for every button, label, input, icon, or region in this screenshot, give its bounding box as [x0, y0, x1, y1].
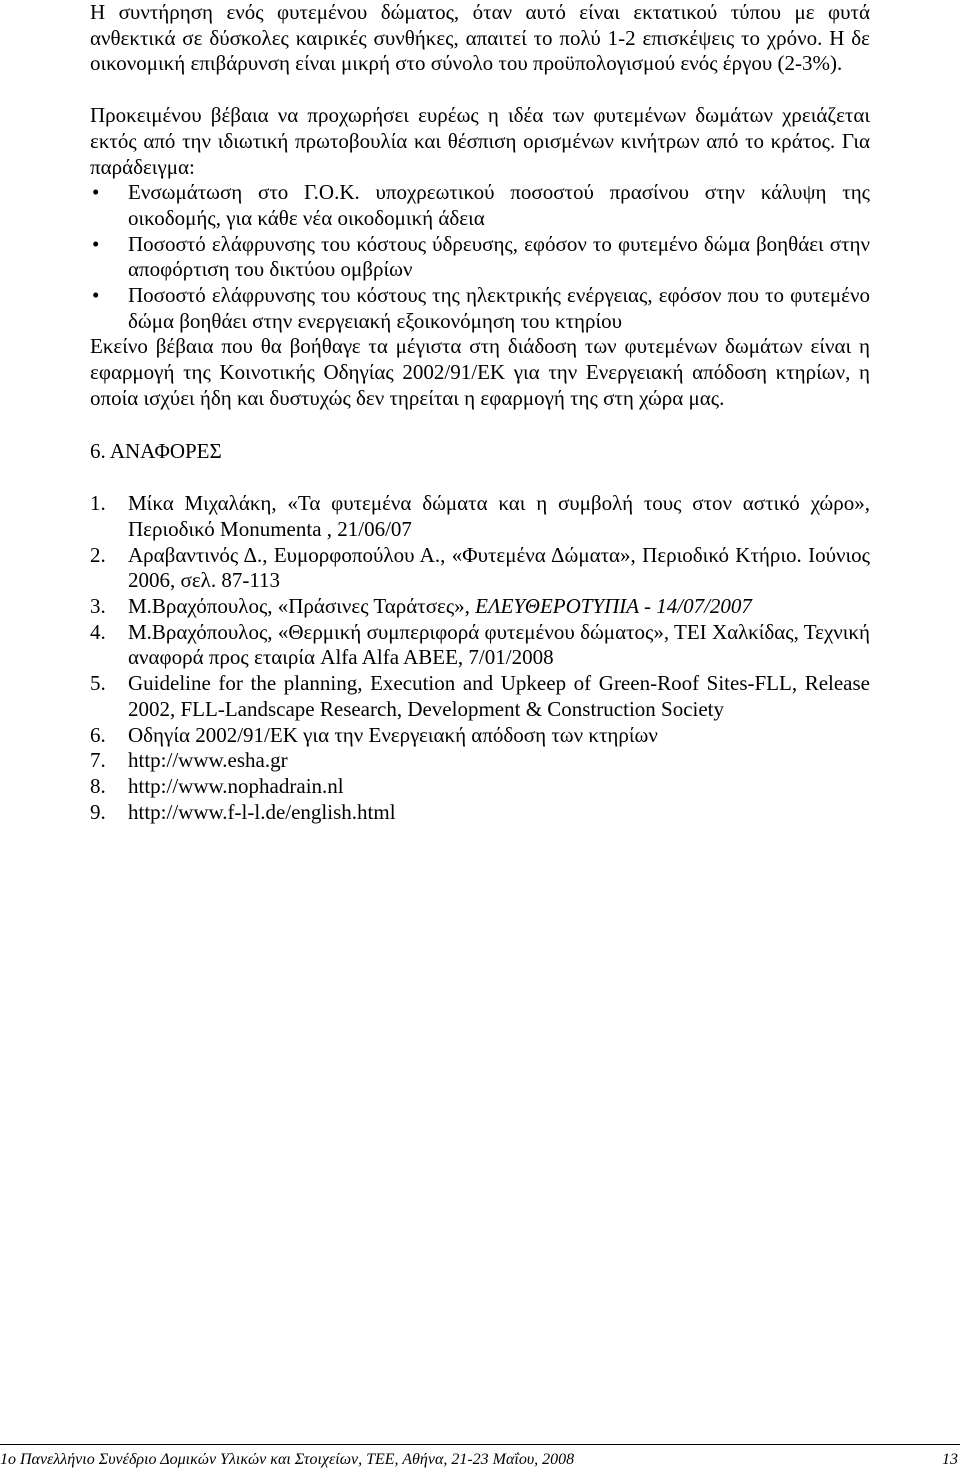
reference-number: 2.: [90, 542, 106, 567]
references-heading: 6. ΑΝΑΦΟΡΕΣ: [90, 438, 222, 463]
page-footer: [0, 1444, 960, 1474]
reference-text: Μ.Βραχόπουλος, «Θερμική συμπεριφορά φυτεμένου δώματος», ΤΕΙ Χαλκίδας, Τεχνική αναφορά προς εταιρία Alfa Alfa ABEE, 7/01/2008: [128, 619, 870, 670]
reference-number: 3.: [90, 594, 106, 619]
list-item: • Ποσοστό ελάφρυνσης του κόστους ύδρευσης, εφόσον το φυτεμένο δώμα βοηθάει στην αποφόρτιση του δικτύου ομβρίων: [90, 232, 870, 283]
reference-item: [90, 620, 870, 671]
paragraph-maintenance: Η συντήρηση ενός φυτεμένου δώματος, όταν αυτό είναι εκτατικού τύπου με φυτά ανθεκτικά σε δύσκολες καιρικές συνθήκες, απαιτεί το πολύ 1-2 επισκέψεις το χρόνο. Η δε οικονομική επιβάρυνση είναι μικρή στο σύνολο του προϋπολογισμού ενός έργου (2-3%).: [90, 0, 870, 76]
reference-number: 4.: [90, 619, 106, 644]
references-list: [90, 491, 870, 825]
reference-link[interactable]: http://www.nophadrain.nl: [128, 773, 344, 798]
footer-conference-text: 1ο Πανελλήνιο Συνέδριο Δομικών Υλικών και Στοιχείων, ΤΕΕ, Αθήνα, 21-23 Μαΐου, 2008: [0, 1451, 575, 1468]
reference-number: 7.: [90, 748, 106, 773]
reference-item: [90, 748, 870, 774]
reference-item: [90, 594, 870, 620]
list-item: • Ενσωμάτωση στο Γ.Ο.Κ. υποχρεωτικού ποσοστού πρασίνου στην κάλυψη της οικοδομής, για κάθε νέα οικοδομική άδεια: [90, 180, 870, 231]
reference-item: [90, 491, 870, 542]
incentives-list: [90, 180, 870, 334]
reference-item: [90, 774, 870, 800]
reference-number: 9.: [90, 799, 106, 824]
reference-link[interactable]: http://www.esha.gr: [128, 748, 288, 773]
reference-text: Οδηγία 2002/91/ΕΚ για την Ενεργειακή απόδοση των κτηρίων: [128, 722, 658, 747]
reference-text: Guideline for the planning, Execution and Upkeep of Green-Roof Sites-FLL, Release 2002, FLL-Landscape Research, Development & Construction Society: [128, 671, 870, 721]
paragraph-directive: Εκείνο βέβαια που θα βοήθαγε τα μέγιστα στη διάδοση των φυτεμένων δωμάτων είναι η εφαρμογή της Κοινοτικής Οδηγίας 2002/91/ΕΚ για την Ενεργειακή απόδοση κτηρίων, η οποία ισχύει ήδη και δυστυχώς δεν τηρείται η εφαρμογή της στη χώρα μας.: [90, 334, 870, 410]
reference-item: [90, 800, 870, 826]
reference-item: [90, 671, 870, 722]
reference-text: Αραβαντινός Δ., Ευμορφοπούλου Α., «Φυτεμένα Δώματα», Περιοδικό Κτήριο. Ιούνιος 2006, σελ. 87-113: [128, 542, 870, 593]
paragraph-incentives: Προκειμένου βέβαια να προχωρήσει ευρέως η ιδέα των φυτεμένων δωμάτων χρειάζεται εκτός από την ιδιωτική πρωτοβουλία και θέσπιση ορισμένων κινήτρων από το κράτος. Για παράδειγμα:: [90, 103, 870, 179]
reference-item: [90, 543, 870, 594]
reference-text: Μίκα Μιχαλάκη, «Τα φυτεμένα δώματα και η συμβολή τους στον αστικό χώρο», Περιοδικό Monumenta , 21/06/07: [128, 491, 870, 541]
reference-item: [90, 723, 870, 749]
reference-number: 6.: [90, 722, 106, 747]
reference-link[interactable]: http://www.f-l-l.de/english.html: [128, 799, 396, 824]
reference-number: 8.: [90, 773, 106, 798]
page-number: 13: [942, 1451, 958, 1468]
reference-text: Μ.Βραχόπουλος, «Πράσινες Ταράτσες»,: [128, 594, 476, 619]
list-item: • Ποσοστό ελάφρυνσης του κόστους της ηλεκτρικής ενέργειας, εφόσον που το φυτεμένο δώμα βοηθάει στην ενεργειακή εξοικονόμηση του κτηρίου: [90, 283, 870, 334]
reference-number: 1.: [90, 491, 106, 516]
reference-number: 5.: [90, 671, 106, 696]
reference-text-italic: ΕΛΕΥΘΕΡΟΤΥΠΙΑ - 14/07/2007: [475, 594, 752, 619]
document-body: [90, 0, 870, 825]
